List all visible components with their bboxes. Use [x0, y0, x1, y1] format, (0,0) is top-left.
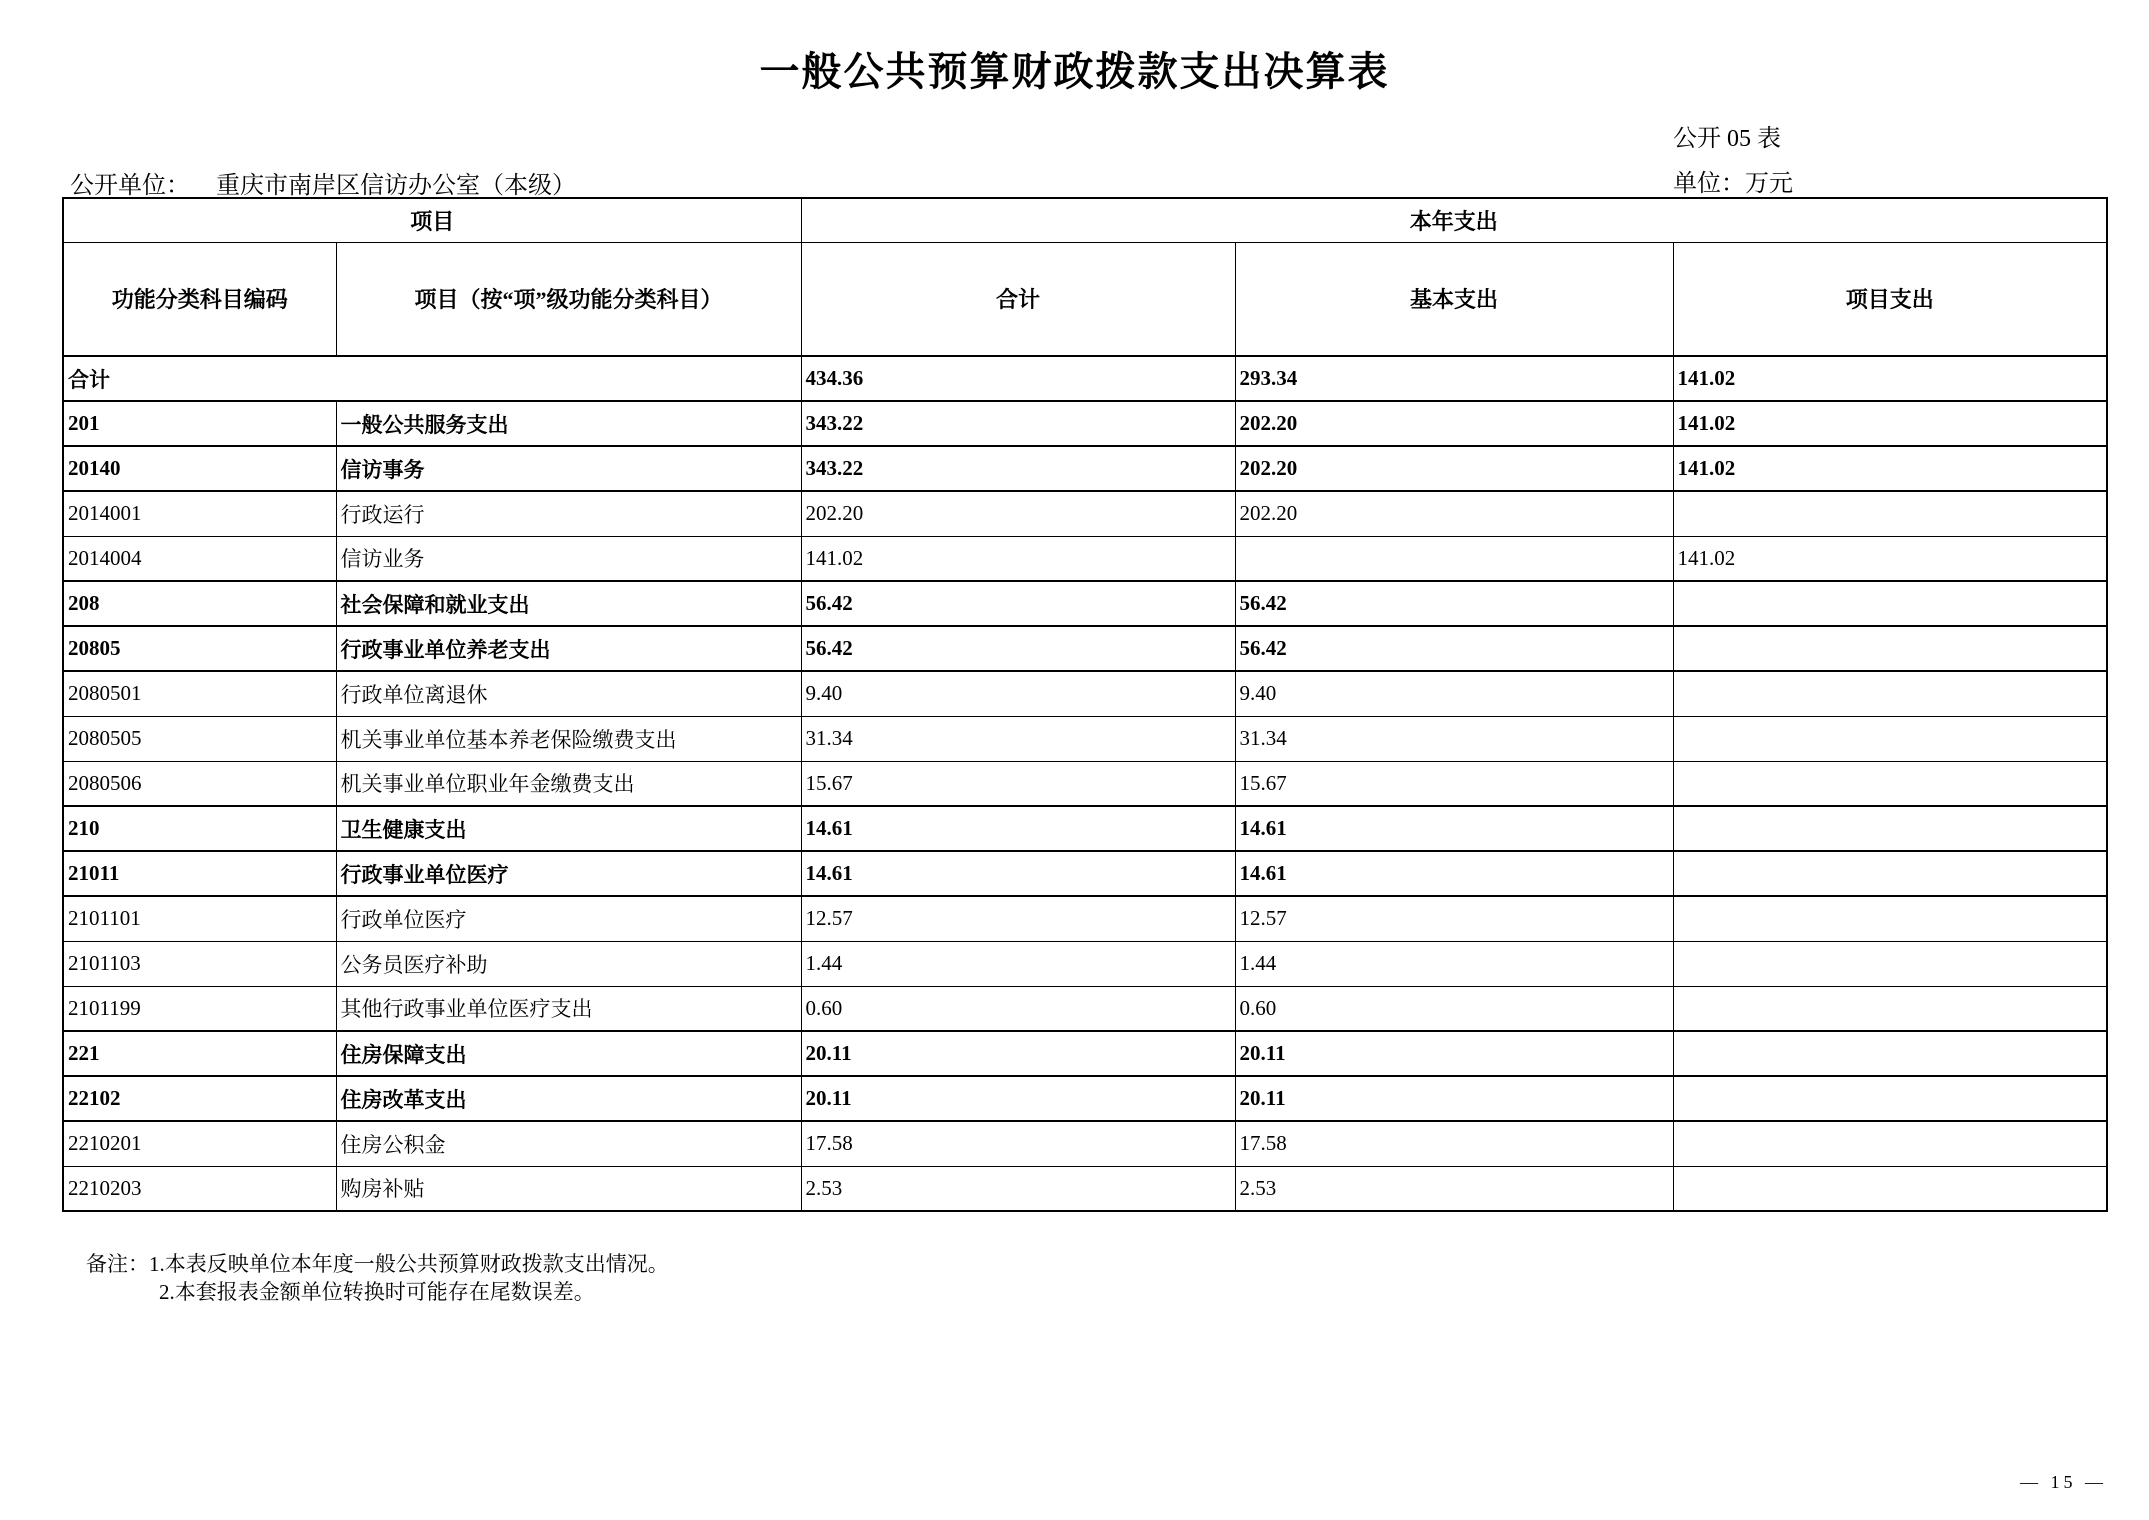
header-col-project: 项目支出 — [1673, 242, 2107, 356]
cell-total: 1.44 — [801, 941, 1235, 986]
page-title: 一般公共预算财政拨款支出决算表 — [759, 50, 1390, 94]
cell-basic: 0.60 — [1235, 986, 1673, 1031]
cell-project — [1673, 716, 2107, 761]
cell-code: 2101103 — [63, 941, 336, 986]
cell-basic: 17.58 — [1235, 1121, 1673, 1166]
cell-basic: 20.11 — [1235, 1076, 1673, 1121]
cell-project: 141.02 — [1673, 356, 2107, 401]
header-group-row — [63, 198, 2107, 242]
cell-project — [1673, 1031, 2107, 1076]
cell-name: 机关事业单位基本养老保险缴费支出 — [336, 716, 801, 761]
cell-total: 17.58 — [801, 1121, 1235, 1166]
cell-code: 2210203 — [63, 1166, 336, 1211]
cell-total: 343.22 — [801, 401, 1235, 446]
cell-code: 2101199 — [63, 986, 336, 1031]
cell-basic: 2.53 — [1235, 1166, 1673, 1211]
cell-project: 141.02 — [1673, 536, 2107, 581]
cell-code: 合计 — [63, 356, 801, 401]
table-row — [63, 896, 2107, 941]
cell-total: 14.61 — [801, 851, 1235, 896]
header-col-code: 功能分类科目编码 — [63, 242, 336, 356]
cell-total: 12.57 — [801, 896, 1235, 941]
table-body — [63, 356, 2107, 1211]
page-number: — 15 — — [2020, 1472, 2107, 1492]
table-row — [63, 446, 2107, 491]
footnote-label: 备注： — [86, 1252, 149, 1276]
cell-project — [1673, 581, 2107, 626]
cell-project — [1673, 626, 2107, 671]
cell-total: 20.11 — [801, 1031, 1235, 1076]
footnote-line-1: 备注：1.本表反映单位本年度一般公共预算财政拨款支出情况。 — [86, 1252, 669, 1276]
cell-project — [1673, 806, 2107, 851]
cell-name: 机关事业单位职业年金缴费支出 — [336, 761, 801, 806]
cell-code: 21011 — [63, 851, 336, 896]
cell-code: 2080506 — [63, 761, 336, 806]
cell-basic: 20.11 — [1235, 1031, 1673, 1076]
cell-basic: 202.20 — [1235, 401, 1673, 446]
cell-total: 2.53 — [801, 1166, 1235, 1211]
footnote-line-2: 2.本套报表金额单位转换时可能存在尾数误差。 — [159, 1280, 595, 1304]
publishing-unit-line — [70, 165, 576, 200]
cell-basic: 12.57 — [1235, 896, 1673, 941]
cell-name: 住房改革支出 — [336, 1076, 801, 1121]
cell-name: 行政运行 — [336, 491, 801, 536]
cell-code: 208 — [63, 581, 336, 626]
publishing-unit-label: 公开单位： — [70, 173, 190, 199]
cell-code: 2080501 — [63, 671, 336, 716]
cell-total: 434.36 — [801, 356, 1235, 401]
cell-total: 343.22 — [801, 446, 1235, 491]
currency-unit-label: 单位：万元 — [1673, 171, 1793, 197]
table-row — [63, 986, 2107, 1031]
cell-project — [1673, 941, 2107, 986]
header-col-total: 合计 — [801, 242, 1235, 356]
publishing-unit-value: 重庆市南岸区信访办公室（本级） — [216, 173, 576, 199]
cell-name: 住房保障支出 — [336, 1031, 801, 1076]
table-row — [63, 536, 2107, 581]
cell-name: 信访事务 — [336, 446, 801, 491]
table-row — [63, 581, 2107, 626]
cell-total: 141.02 — [801, 536, 1235, 581]
table-number-label: 公开 05 表 — [1673, 126, 1781, 152]
table-row — [63, 806, 2107, 851]
cell-project — [1673, 896, 2107, 941]
table-row — [63, 1166, 2107, 1211]
cell-basic: 202.20 — [1235, 446, 1673, 491]
cell-name: 行政单位医疗 — [336, 896, 801, 941]
cell-name: 信访业务 — [336, 536, 801, 581]
cell-total: 56.42 — [801, 581, 1235, 626]
table-row — [63, 626, 2107, 671]
cell-name: 行政事业单位养老支出 — [336, 626, 801, 671]
cell-name: 一般公共服务支出 — [336, 401, 801, 446]
cell-name: 住房公积金 — [336, 1121, 801, 1166]
cell-total: 20.11 — [801, 1076, 1235, 1121]
cell-basic: 14.61 — [1235, 806, 1673, 851]
cell-code: 221 — [63, 1031, 336, 1076]
cell-name: 公务员医疗补助 — [336, 941, 801, 986]
cell-project — [1673, 986, 2107, 1031]
cell-total: 202.20 — [801, 491, 1235, 536]
cell-total: 0.60 — [801, 986, 1235, 1031]
table-header — [63, 198, 2107, 356]
cell-code: 2014004 — [63, 536, 336, 581]
table-row — [63, 761, 2107, 806]
cell-name: 购房补贴 — [336, 1166, 801, 1211]
cell-project — [1673, 1076, 2107, 1121]
cell-basic: 14.61 — [1235, 851, 1673, 896]
cell-name: 卫生健康支出 — [336, 806, 801, 851]
cell-basic: 293.34 — [1235, 356, 1673, 401]
cell-project — [1673, 1166, 2107, 1211]
table-row — [63, 1076, 2107, 1121]
cell-code: 2080505 — [63, 716, 336, 761]
cell-project — [1673, 851, 2107, 896]
cell-basic: 202.20 — [1235, 491, 1673, 536]
cell-project — [1673, 761, 2107, 806]
cell-basic: 9.40 — [1235, 671, 1673, 716]
table-row — [63, 491, 2107, 536]
cell-total: 9.40 — [801, 671, 1235, 716]
cell-code: 2014001 — [63, 491, 336, 536]
table-row — [63, 716, 2107, 761]
footnotes — [86, 1250, 669, 1306]
header-col-name: 项目（按“项”级功能分类科目） — [336, 242, 801, 356]
cell-code: 210 — [63, 806, 336, 851]
table-row — [63, 401, 2107, 446]
cell-basic: 31.34 — [1235, 716, 1673, 761]
cell-code: 2210201 — [63, 1121, 336, 1166]
cell-code: 201 — [63, 401, 336, 446]
cell-code: 22102 — [63, 1076, 336, 1121]
cell-total: 31.34 — [801, 716, 1235, 761]
table-row — [63, 1031, 2107, 1076]
header-columns-row — [63, 242, 2107, 356]
cell-basic — [1235, 536, 1673, 581]
header-col-basic: 基本支出 — [1235, 242, 1673, 356]
cell-name: 社会保障和就业支出 — [336, 581, 801, 626]
cell-total: 56.42 — [801, 626, 1235, 671]
table-row — [63, 1121, 2107, 1166]
cell-project — [1673, 491, 2107, 536]
cell-code: 20805 — [63, 626, 336, 671]
table-row — [63, 671, 2107, 716]
cell-code: 20140 — [63, 446, 336, 491]
header-group-project: 项目 — [63, 198, 801, 242]
cell-basic: 15.67 — [1235, 761, 1673, 806]
table-row — [63, 941, 2107, 986]
cell-project — [1673, 1121, 2107, 1166]
table-row — [63, 851, 2107, 896]
table-row — [63, 356, 2107, 401]
cell-name: 行政事业单位医疗 — [336, 851, 801, 896]
expenditure-table — [62, 197, 2108, 1212]
header-group-year: 本年支出 — [801, 198, 2107, 242]
cell-basic: 1.44 — [1235, 941, 1673, 986]
cell-total: 14.61 — [801, 806, 1235, 851]
cell-name: 其他行政事业单位医疗支出 — [336, 986, 801, 1031]
cell-project: 141.02 — [1673, 401, 2107, 446]
cell-total: 15.67 — [801, 761, 1235, 806]
cell-project — [1673, 671, 2107, 716]
cell-name: 行政单位离退休 — [336, 671, 801, 716]
cell-code: 2101101 — [63, 896, 336, 941]
cell-basic: 56.42 — [1235, 581, 1673, 626]
cell-project: 141.02 — [1673, 446, 2107, 491]
cell-basic: 56.42 — [1235, 626, 1673, 671]
